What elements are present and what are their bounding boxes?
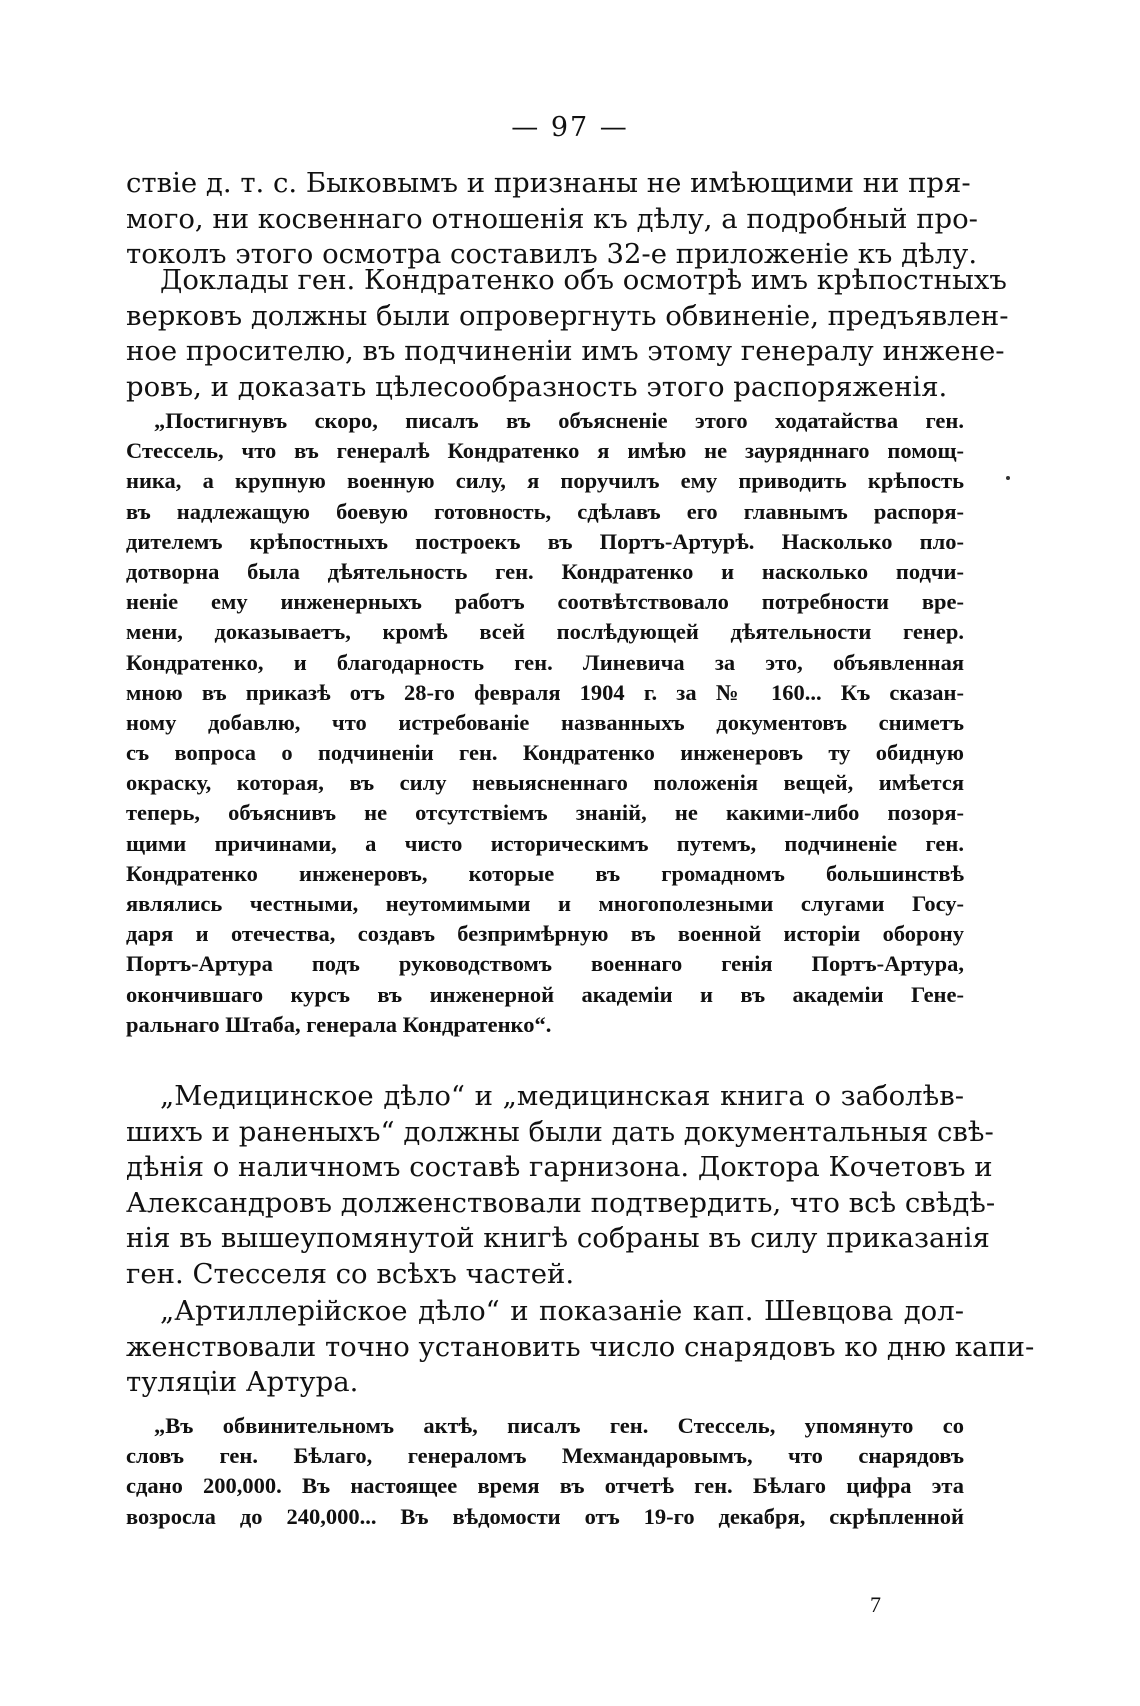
paragraph-reports <box>126 263 1009 405</box>
text-line: „Артиллерійское дѣло“ и показаніе кап. Шевцова дол- <box>160 1295 964 1327</box>
quote-line: окончившаго курсъ въ инженерной академіи и въ академіи Гене- <box>126 981 964 1007</box>
text-line: туляціи Артура. <box>126 1366 359 1399</box>
quote-line: сдано 200,000. Въ настоящее время въ отчетѣ ген. Бѣлаго цифра эта <box>126 1473 964 1499</box>
text-line: женствовали точно установить число снарядовъ ко дню капи- <box>126 1330 1035 1363</box>
text-line: Александровъ долженствовали подтвердить, что всѣ свѣдѣ- <box>126 1186 996 1219</box>
quote-line: „Постигнувъ скоро, писалъ въ объясненіе этого ходатайства ген. <box>154 408 964 433</box>
quote-line: Кондратенко, и благодарность ген. Линевича за это, объявленная <box>126 649 964 675</box>
quote-line: теперь, объяснивъ не отсутствіемъ знаній, не какими-либо позоря- <box>126 800 964 826</box>
signature-mark: 7 <box>870 1592 881 1617</box>
text-line: мого, ни косвеннаго отношенія къ дѣлу, а подробный про- <box>126 202 978 235</box>
text-line: „Медицинское дѣло“ и „медицинская книга о заболѣв- <box>160 1080 964 1112</box>
quote-line: щими причинами, а чисто историческимъ путемъ, подчиненіе ген. <box>126 830 964 856</box>
text-line: токолъ этого осмотра составилъ 32-е приложеніе къ дѣлу. <box>126 238 978 271</box>
quote-line: въ надлежащую боевую готовность, сдѣлавъ его главнымъ распоря- <box>126 498 964 524</box>
quote-line: дотворна была дѣятельность ген. Кондратенко и насколько подчи- <box>126 558 964 584</box>
quote-line: ному добавлю, что истребованіе названныхъ документовъ сниметъ <box>126 709 964 735</box>
quote-line: Кондратенко инженеровъ, которые въ громадномъ большинствѣ <box>126 860 964 886</box>
quote-shells <box>126 1411 964 1532</box>
quote-line: окраску, которая, въ силу невыясненнаго положенія вещей, имѣется <box>126 770 964 796</box>
print-speck <box>1006 476 1010 480</box>
quote-line: ральнаго Штаба, генерала Кондратенко“. <box>126 1011 552 1037</box>
text-line: верковъ должны были опровергнуть обвиненіе, предъявлен- <box>126 299 1009 332</box>
text-line: Доклады ген. Кондратенко объ осмотрѣ имъ крѣпостныхъ <box>160 264 1007 296</box>
quote-line: ника, а крупную военную силу, я поручилъ ему приводить крѣпость <box>126 468 964 494</box>
quote-line: словъ ген. Бѣлаго, генераломъ Мехмандаровымъ, что снарядовъ <box>126 1443 964 1469</box>
quote-line: возросла до 240,000... Въ вѣдомости отъ 19-го декабря, скрѣпленной <box>126 1503 964 1529</box>
text-line: шихъ и раненыхъ“ должны были дать документальныя свѣ- <box>126 1115 994 1148</box>
text-line: дѣнія о наличномъ составѣ гарнизона. Доктора Кочетовъ и <box>126 1151 993 1184</box>
text-line: ген. Стесселя со всѣхъ частей. <box>126 1257 575 1290</box>
quote-line: мною въ приказѣ отъ 28-го февраля 1904 г. за № 160... Къ сказан- <box>126 679 964 705</box>
text-line: ное просителю, въ подчиненіи имъ этому генералу инжене- <box>126 335 1005 368</box>
page-number: — 97 — <box>511 112 629 143</box>
text-line: нія въ вышеупомянутой книгѣ собраны въ силу приказанія <box>126 1222 990 1255</box>
quote-line: неніе ему инженерныхъ работъ соотвѣтствовало потребности вре- <box>126 589 964 615</box>
quote-line: съ вопроса о подчиненіи ген. Кондратенко инженеровъ ту обидную <box>126 740 964 766</box>
quote-stessel-kondratenko <box>126 406 964 1040</box>
paragraph-medical <box>126 1079 996 1293</box>
quote-line: мени, доказываетъ, кромѣ всей послѣдующей дѣятельности генер. <box>126 619 964 645</box>
paragraph-artillery <box>126 1294 1035 1401</box>
quote-line: Портъ-Артура подъ руководствомъ военнаго генія Портъ-Артура, <box>126 951 964 977</box>
quote-line: Стессель, что въ генералѣ Кондратенко я имѣю не заурядннаго помощ- <box>126 438 964 464</box>
quote-line: „Въ обвинительномъ актѣ, писалъ ген. Стессель, упомянуто со <box>154 1413 964 1438</box>
quote-line: являлись честными, неутомимыми и многополезными слугами Госу- <box>126 891 964 916</box>
text-line: ровъ, и доказать цѣлесообразность этого распоряженія. <box>126 370 948 403</box>
quote-line: даря и отечества, создавъ безпримѣрную въ военной исторіи оборону <box>126 921 964 947</box>
paragraph-continuation <box>126 166 978 273</box>
quote-line: дителемъ крѣпостныхъ построекъ въ Портъ-Артурѣ. Насколько пло- <box>126 528 964 554</box>
text-line: ствіе д. т. с. Быковымъ и признаны не имѣющими ни пря- <box>126 167 971 199</box>
